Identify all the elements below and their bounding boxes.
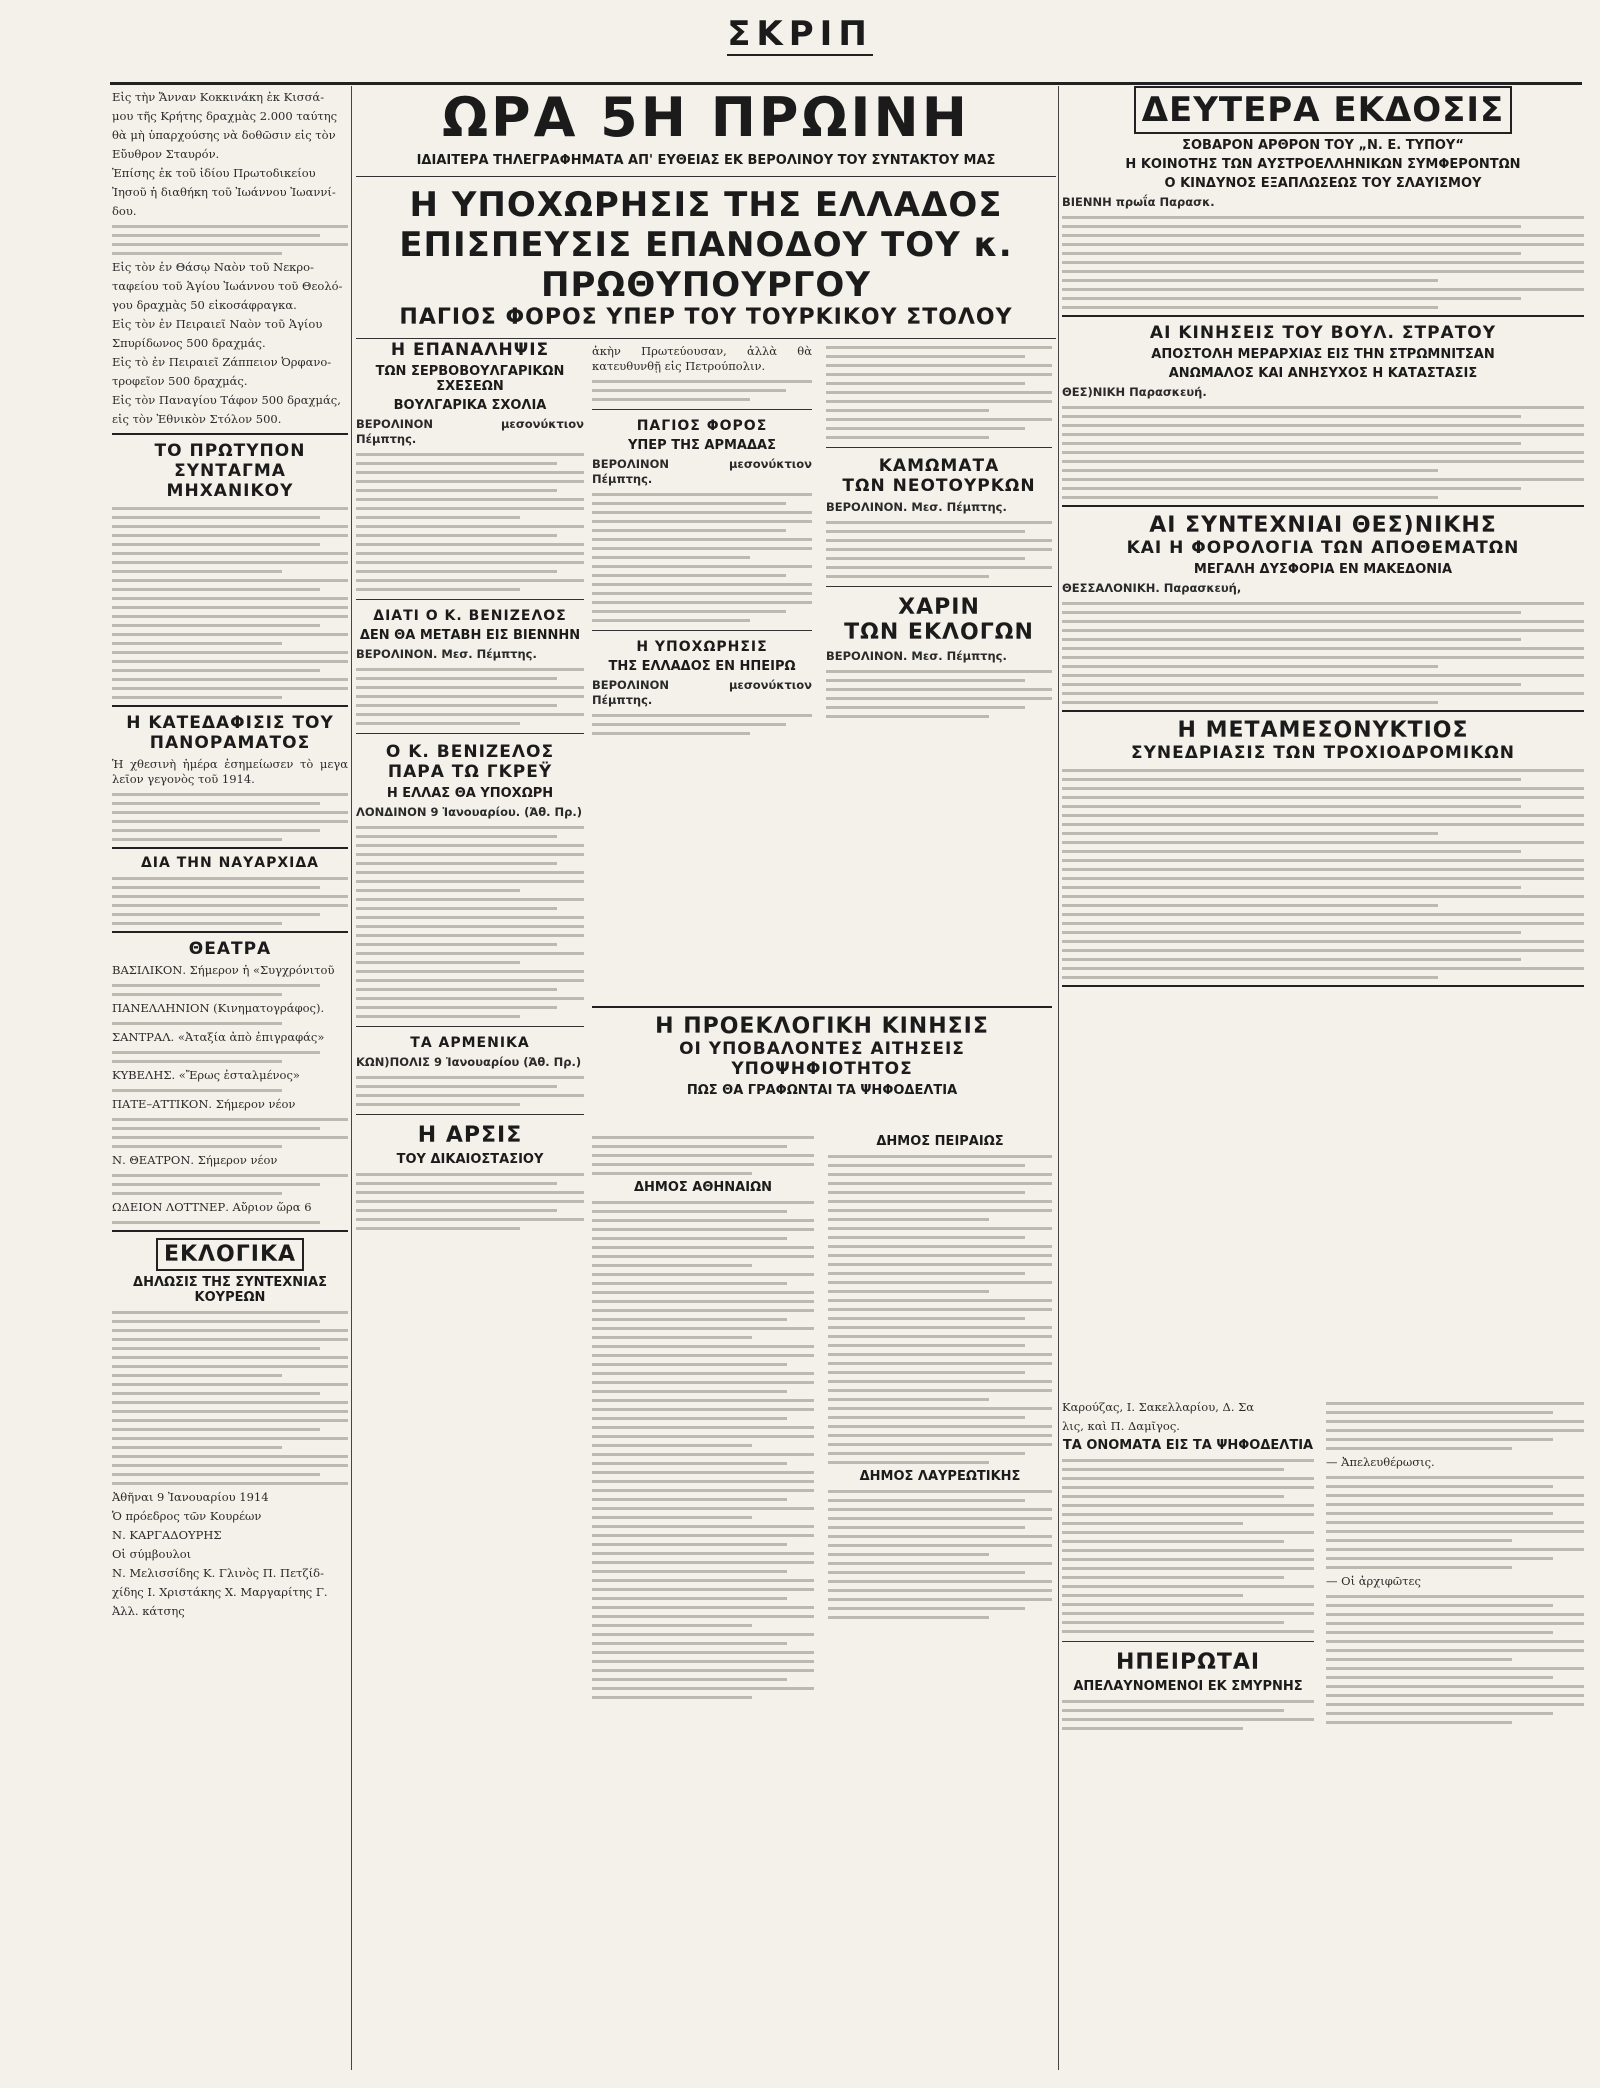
- article-title: Η ΥΠΟΧΩΡΗΣΙΣ: [636, 639, 768, 655]
- illegible-text: [356, 826, 584, 1018]
- illegible-text: [826, 346, 1052, 439]
- signature-line: Ὁ πρόεδρος τῶν Κουρέων: [112, 1509, 262, 1523]
- right-subcolumn-right: [1326, 1396, 1584, 2070]
- article-text: ἀκὴν Πρωτεύουσαν, ἀλλὰ θὰ κατευθυνθῇ εἰς Πετρούπολιν.: [592, 344, 812, 373]
- article-title: Η ΠΡΟΕΚΛΟΓΙΚΗ ΚΙΝΗΣΙΣ: [655, 1014, 989, 1039]
- signature-date: Ἀθῆναι 9 Ἰανουαρίου 1914: [112, 1490, 269, 1504]
- election-left: [592, 1130, 814, 2060]
- text-line: Εἰς τὸν ἐν Θάσῳ Ναὸν τοῦ Νεκρο-: [112, 260, 314, 274]
- article-title: Η ΑΡΣΙΣ: [417, 1123, 523, 1148]
- section-title: ΤΟ ΠΡΩΤΥΠΟΝ ΣΥΝΤΑΓΜΑ ΜΗΧΑΝΙΚΟΥ: [154, 441, 306, 501]
- illegible-text: [112, 225, 348, 255]
- signature-line: Οἱ σύμβουλοι: [112, 1547, 192, 1561]
- article-title: Η ΕΠΑΝΑΛΗΨΙΣ: [390, 340, 550, 360]
- election-article: [592, 1000, 1052, 2065]
- text-line: Εἰς τὴν Ἄνναν Κοκκινάκη ἐκ Κισσά-: [112, 90, 325, 104]
- section-subtitle: ΣΟΒΑΡΟΝ ΑΡΘΡΟΝ ΤΟΥ „Ν. Ε. ΤΥΠΟΥ“: [1182, 138, 1464, 153]
- election-right: [828, 1130, 1052, 2060]
- text-line: εἰς τὸν Ἐθνικὸν Στόλον 500.: [112, 412, 282, 426]
- text-line: θὰ μὴ ὑπαρχούσης νὰ δοθῶσιν εἰς τὸν: [112, 128, 336, 142]
- intro-article: [112, 90, 348, 427]
- theatre-entry: ΠΑΝΕΛΛΗΝΙΟΝ (Κινηματογράφος).: [112, 1001, 325, 1015]
- article-title: ΚΑΜΩΜΑΤΑ: [878, 456, 1000, 476]
- theatre-entry: ΩΔΕΙΟΝ ΛΟΤΤΝΕΡ. Αὔριον ὥρα 6: [112, 1200, 312, 1214]
- article-title: ΤΑ ΑΡΜΕΝΙΚΑ: [410, 1035, 530, 1051]
- section-kicker: Ο ΚΙΝΔΥΝΟΣ ΕΞΑΠΛΩΣΕΩΣ ΤΟΥ ΣΛΑΥΙΣΜΟΥ: [1164, 176, 1482, 191]
- illegible-text: [1062, 216, 1584, 309]
- subsection-kicker: — Οἱ ἀρχιφῶτες: [1326, 1574, 1421, 1588]
- illegible-text: [1062, 1459, 1314, 1633]
- subsection-kicker: — Ἀπελευθέρωσις.: [1326, 1455, 1435, 1469]
- section-title: ΕΚΛΟΓΙΚΑ: [156, 1238, 304, 1271]
- article-subtitle: ΤΩΝ ΣΕΡΒΟΒΟΥΛΓΑΡΙΚΩΝ ΣΧΕΣΕΩΝ: [375, 364, 565, 394]
- section-title: ΑΙ ΚΙΝΗΣΕΙΣ ΤΟΥ ΒΟΥΛ. ΣΤΡΑΤΟΥ: [1149, 323, 1497, 343]
- municipality-heading: ΔΗΜΟΣ ΑΘΗΝΑΙΩΝ: [633, 1180, 773, 1195]
- dateline: ΒΕΡΟΛΙΝΟΝ μεσονύκτιον Πέμπτης.: [592, 678, 812, 707]
- text-line: Ἐπίσης ἐκ τοῦ ἰδίου Πρωτοδικείου: [112, 166, 316, 180]
- text-line: Σπυρίδωνος 500 δραχμάς.: [112, 336, 266, 350]
- article-title: Ο Κ. ΒΕΝΙΖΕΛΟΣ: [385, 742, 555, 762]
- section-title: Η ΚΑΤΕΔΑΦΙΣΙΣ ΤΟΥ ΠΑΝΟΡΑΜΑΤΟΣ: [126, 713, 334, 753]
- signature-line: Ν. Μελισσίδης Κ. Γλινὸς Π. Πετζίδ-: [112, 1566, 324, 1580]
- section-title: ΔΙΑ ΤΗΝ ΝΑΥΑΡΧΙΔΑ: [140, 855, 320, 871]
- section-subtitle: ΔΗΛΩΣΙΣ ΤΗΣ ΣΥΝΤΕΧΝΙΑΣ ΚΟΥΡΕΩΝ: [133, 1275, 327, 1305]
- municipality-heading: ΔΗΜΟΣ ΠΕΙΡΑΙΩΣ: [876, 1134, 1004, 1149]
- illegible-text: [592, 380, 812, 401]
- section-title: ΗΠΕΙΡΩΤΑΙ: [1115, 1650, 1261, 1675]
- column-divider: [351, 86, 352, 2070]
- illegible-text: [356, 1076, 584, 1106]
- article-subtitle: ΤΗΣ ΕΛΛΑΔΟΣ ΕΝ ΗΠΕΙΡΩ: [608, 659, 796, 674]
- section-subtitle: ΚΑΙ Η ΦΟΡΟΛΟΓΙΑ ΤΩΝ ΑΠΟΘΕΜΑΤΩΝ: [1126, 538, 1520, 558]
- illegible-text: [356, 668, 584, 725]
- dateline: ΘΕΣΣΑΛΟΝΙΚΗ. Παρασκευή,: [1062, 581, 1242, 595]
- section-title: ΑΙ ΣΥΝΤΕΧΝΙΑΙ ΘΕΣ)ΝΙΚΗΣ: [1149, 513, 1497, 538]
- column-divider: [1058, 86, 1059, 2070]
- newspaper-title: ΣΚΡΙΠ: [727, 14, 873, 54]
- section-title: ΤΑ ΟΝΟΜΑΤΑ ΕΙΣ ΤΑ ΨΗΦΟΔΕΛΤΙΑ: [1062, 1438, 1314, 1453]
- illegible-text: [592, 493, 812, 622]
- illegible-text: [828, 1155, 1052, 1464]
- section-title: Η ΜΕΤΑΜΕΣΟΝΥΚΤΙΟΣ: [1177, 718, 1469, 743]
- text-line: λις, καὶ Π. Δαμῖγος.: [1062, 1419, 1180, 1433]
- text-line: δου.: [112, 204, 137, 218]
- article-subtitle: ΟΙ ΥΠΟΒΑΛΟΝΤΕΣ ΑΙΤΗΣΕΙΣ ΥΠΟΨΗΦΙΟΤΗΤΟΣ: [679, 1039, 965, 1079]
- section-rule: [112, 433, 348, 435]
- illegible-text: [1062, 1700, 1314, 1730]
- illegible-text: [1062, 602, 1584, 704]
- signature-line: χίδης Ι. Χριστάκης Χ. Μαργαρίτης Γ.: [112, 1585, 328, 1599]
- main-headline: Η ΥΠΟΧΩΡΗΣΙΣ ΤΗΣ ΕΛΛΑΔΟΣ: [409, 185, 1003, 225]
- text-line: γου δραχμὰς 50 εἰκοσάφραγκα.: [112, 298, 297, 312]
- illegible-text: [1062, 769, 1584, 979]
- article-subtitle: ΠΑΡΑ ΤΩ ΓΚΡΕΫ: [387, 762, 553, 782]
- section-rule: [112, 705, 348, 707]
- masthead: [0, 0, 1600, 70]
- municipality-heading: ΔΗΜΟΣ ΛΑΥΡΕΩΤΙΚΗΣ: [859, 1469, 1021, 1484]
- article-subtitle: ΤΟΥ ΔΙΚΑΙΟΣΤΑΣΙΟΥ: [396, 1152, 544, 1167]
- section-subtitle: ΣΥΝΕΔΡΙΑΣΙΣ ΤΩΝ ΤΡΟΧΙΟΔΡΟΜΙΚΩΝ: [1130, 743, 1516, 763]
- signature-line: Ἀλλ. κάτσης: [112, 1604, 185, 1618]
- text-line: ταφείου τοῦ Ἁγίου Ἰωάννου τοῦ Θεολό-: [112, 279, 343, 293]
- section-rule: [112, 847, 348, 849]
- dateline: ΒΕΡΟΛΙΝΟΝ. Μεσ. Πέμπτης.: [826, 500, 1007, 514]
- article-text: Ἡ χθεσινὴ ἡμέρα ἐσημείωσεν τὸ μεγα λεῖον γεγονὸς τοῦ 1914.: [112, 757, 348, 786]
- illegible-text: [112, 877, 348, 925]
- dateline: ΒΕΡΟΛΙΝΟΝ μεσονύκτιον Πέμπτης.: [356, 417, 584, 446]
- article-kicker: ΠΩΣ ΘΑ ΓΡΑΦΩΝΤΑΙ ΤΑ ΨΗΦΟΔΕΛΤΙΑ: [686, 1083, 958, 1098]
- article-subtitle: ΥΠΕΡ ΤΗΣ ΑΡΜΑΔΑΣ: [628, 438, 776, 453]
- article-subtitle: ΤΩΝ ΕΚΛΟΓΩΝ: [844, 620, 1034, 645]
- illegible-text: [828, 1490, 1052, 1619]
- text-line: Εἰς τὸ ἐν Πειραιεῖ Ζάππειον Ὀρφανο-: [112, 355, 332, 369]
- text-line: Εὔυθρον Σταυρόν.: [112, 147, 220, 161]
- theatre-entry: ΒΑΣΙΛΙΚΟΝ. Σήμερον ἡ «Συγχρόνιτοῦ: [112, 963, 335, 977]
- article-title: ΔΙΑΤΙ Ο Κ. ΒΕΝΙΖΕΛΟΣ: [373, 608, 567, 624]
- dateline: ΛΟΝΔΙΝΟΝ 9 Ἰανουαρίου. (Ἀθ. Πρ.): [356, 805, 583, 819]
- banner-headline: ΩΡΑ 5Η ΠΡΩΙΝΗ: [442, 86, 970, 149]
- illegible-text: [356, 453, 584, 591]
- second-edition-banner: ΔΕΥΤΕΡΑ ΕΚΔΟΣΙΣ: [1134, 86, 1513, 134]
- illegible-text: [1062, 406, 1584, 499]
- right-column: [1062, 86, 1584, 2070]
- article-subtitle: ΔΕΝ ΘΑ ΜΕΤΑΒΗ ΕΙΣ ΒΙΕΝΝΗΝ: [359, 628, 581, 643]
- right-subcolumn-left: [1062, 1396, 1314, 2070]
- section-subtitle: Η ΚΟΙΝΟΤΗΣ ΤΩΝ ΑΥΣΤΡΟΕΛΛΗΝΙΚΩΝ ΣΥΜΦΕΡΟΝΤΩΝ: [1125, 157, 1521, 172]
- text-line: Ἰησοῦ ἡ διαθήκη τοῦ Ἰωάννου Ἰωαννί-: [112, 185, 336, 199]
- illegible-text: [826, 670, 1052, 718]
- illegible-text: [1326, 1476, 1584, 1569]
- theatre-entry: ΠΑΤΕ–ΑΤΤΙΚΟΝ. Σήμερον νέον: [112, 1097, 296, 1111]
- center-subcolumn-right: [826, 340, 1052, 990]
- signature-line: Ν. ΚΑΡΓΑΔΟΥΡΗΣ: [112, 1528, 222, 1542]
- dateline: ΘΕΣ)ΝΙΚΗ Παρασκευή.: [1062, 385, 1207, 399]
- illegible-text: [1326, 1402, 1584, 1450]
- theatre-entry: ΚΥΒΕΛΗΣ. «Ἔρως ἐσταλμένος»: [112, 1068, 300, 1082]
- center-subcolumn-middle: [592, 340, 812, 990]
- article-subtitle: ΤΩΝ ΝΕΟΤΟΥΡΚΩΝ: [842, 476, 1036, 496]
- section-rule: [112, 1230, 348, 1232]
- text-line: μου τῆς Κρήτης δραχμὰς 2.000 ταύτης: [112, 109, 338, 123]
- dateline: ΒΕΡΟΛΙΝΟΝ. Μεσ. Πέμπτης.: [826, 649, 1007, 663]
- article-title: ΠΑΓΙΟΣ ΦΟΡΟΣ: [636, 418, 768, 434]
- theatre-entry: Ν. ΘΕΑΤΡΟΝ. Σήμερον νέον: [112, 1153, 278, 1167]
- top-rule: [110, 82, 1582, 85]
- article-kicker: ΒΟΥΛΓΑΡΙΚΑ ΣΧΟΛΙΑ: [393, 398, 547, 413]
- dateline: ΒΕΡΟΛΙΝΟΝ. Μεσ. Πέμπτης.: [356, 647, 537, 661]
- illegible-text: [592, 1201, 814, 1699]
- section-subtitle: ΑΠΟΣΤΟΛΗ ΜΕΡΑΡΧΙΑΣ ΕΙΣ ΤΗΝ ΣΤΡΩΜΝΙΤΣΑΝ: [1151, 347, 1495, 362]
- illegible-text: [112, 507, 348, 699]
- main-headline: ΕΠΙΣΠΕΥΣΙΣ ΕΠΑΝΟΔΟΥ ΤΟΥ κ. ΠΡΩΘΥΠΟΥΡΓΟΥ: [399, 225, 1013, 305]
- dateline: ΒΕΡΟΛΙΝΟΝ μεσονύκτιον Πέμπτης.: [592, 457, 812, 486]
- main-subheadline: ΠΑΓΙΟΣ ΦΟΡΟΣ ΥΠΕΡ ΤΟΥ ΤΟΥΡΚΙΚΟΥ ΣΤΟΛΟΥ: [399, 305, 1013, 330]
- text-line: Εἰς τὸν ἐν Πειραιεῖ Ναὸν τοῦ Ἁγίου: [112, 317, 323, 331]
- text-line: Καρούζας, Ι. Σακελλαρίου, Δ. Σα: [1062, 1400, 1255, 1414]
- section-rule: [112, 931, 348, 933]
- center-subcolumn-left: [356, 340, 584, 2065]
- section-subtitle: ΑΠΕΛΑΥΝΟΜΕΝΟΙ ΕΚ ΣΜΥΡΝΗΣ: [1073, 1679, 1303, 1694]
- article-title: ΧΑΡΙΝ: [898, 595, 980, 620]
- banner-subtitle: ΙΔΙΑΙΤΕΡΑ ΤΗΛΕΓΡΑΦΗΜΑΤΑ ΑΠ' ΕΥΘΕΙΑΣ ΕΚ ΒΕΡΟΛΙΝΟΥ ΤΟΥ ΣΥΝΤΑΚΤΟΥ ΜΑΣ: [416, 153, 996, 168]
- dateline: ΒΙΕΝΝΗ πρωΐα Παρασκ.: [1062, 195, 1215, 209]
- illegible-text: [826, 521, 1052, 578]
- left-column: [112, 86, 348, 2070]
- illegible-text: [112, 793, 348, 841]
- text-line: Εἰς τὸν Παναγίου Τάφον 500 δραχμάς,: [112, 393, 341, 407]
- illegible-text: [112, 1311, 348, 1485]
- illegible-text: [592, 714, 812, 735]
- illegible-text: [356, 1173, 584, 1230]
- section-kicker: ΑΝΩΜΑΛΟΣ ΚΑΙ ΑΝΗΣΥΧΟΣ Η ΚΑΤΑΣΤΑΣΙΣ: [1168, 366, 1478, 381]
- text-line: τροφεῖον 500 δραχμάς.: [112, 374, 248, 388]
- theatre-entry: ΣΑΝΤΡΑΛ. «Ἀταξία ἀπὸ ἐπιγραφάς»: [112, 1030, 325, 1044]
- section-kicker: ΜΕΓΑΛΗ ΔΥΣΦΟΡΙΑ ΕΝ ΜΑΚΕΔΟΝΙΑ: [1193, 562, 1453, 577]
- illegible-text: [1326, 1595, 1584, 1724]
- dateline: ΚΩΝ)ΠΟΛΙΣ 9 Ἰανουαρίου (Ἀθ. Πρ.): [356, 1055, 582, 1069]
- article-kicker: Η ΕΛΛΑΣ ΘΑ ΥΠΟΧΩΡΗ: [386, 786, 554, 801]
- section-title: ΘΕΑΤΡΑ: [188, 939, 272, 959]
